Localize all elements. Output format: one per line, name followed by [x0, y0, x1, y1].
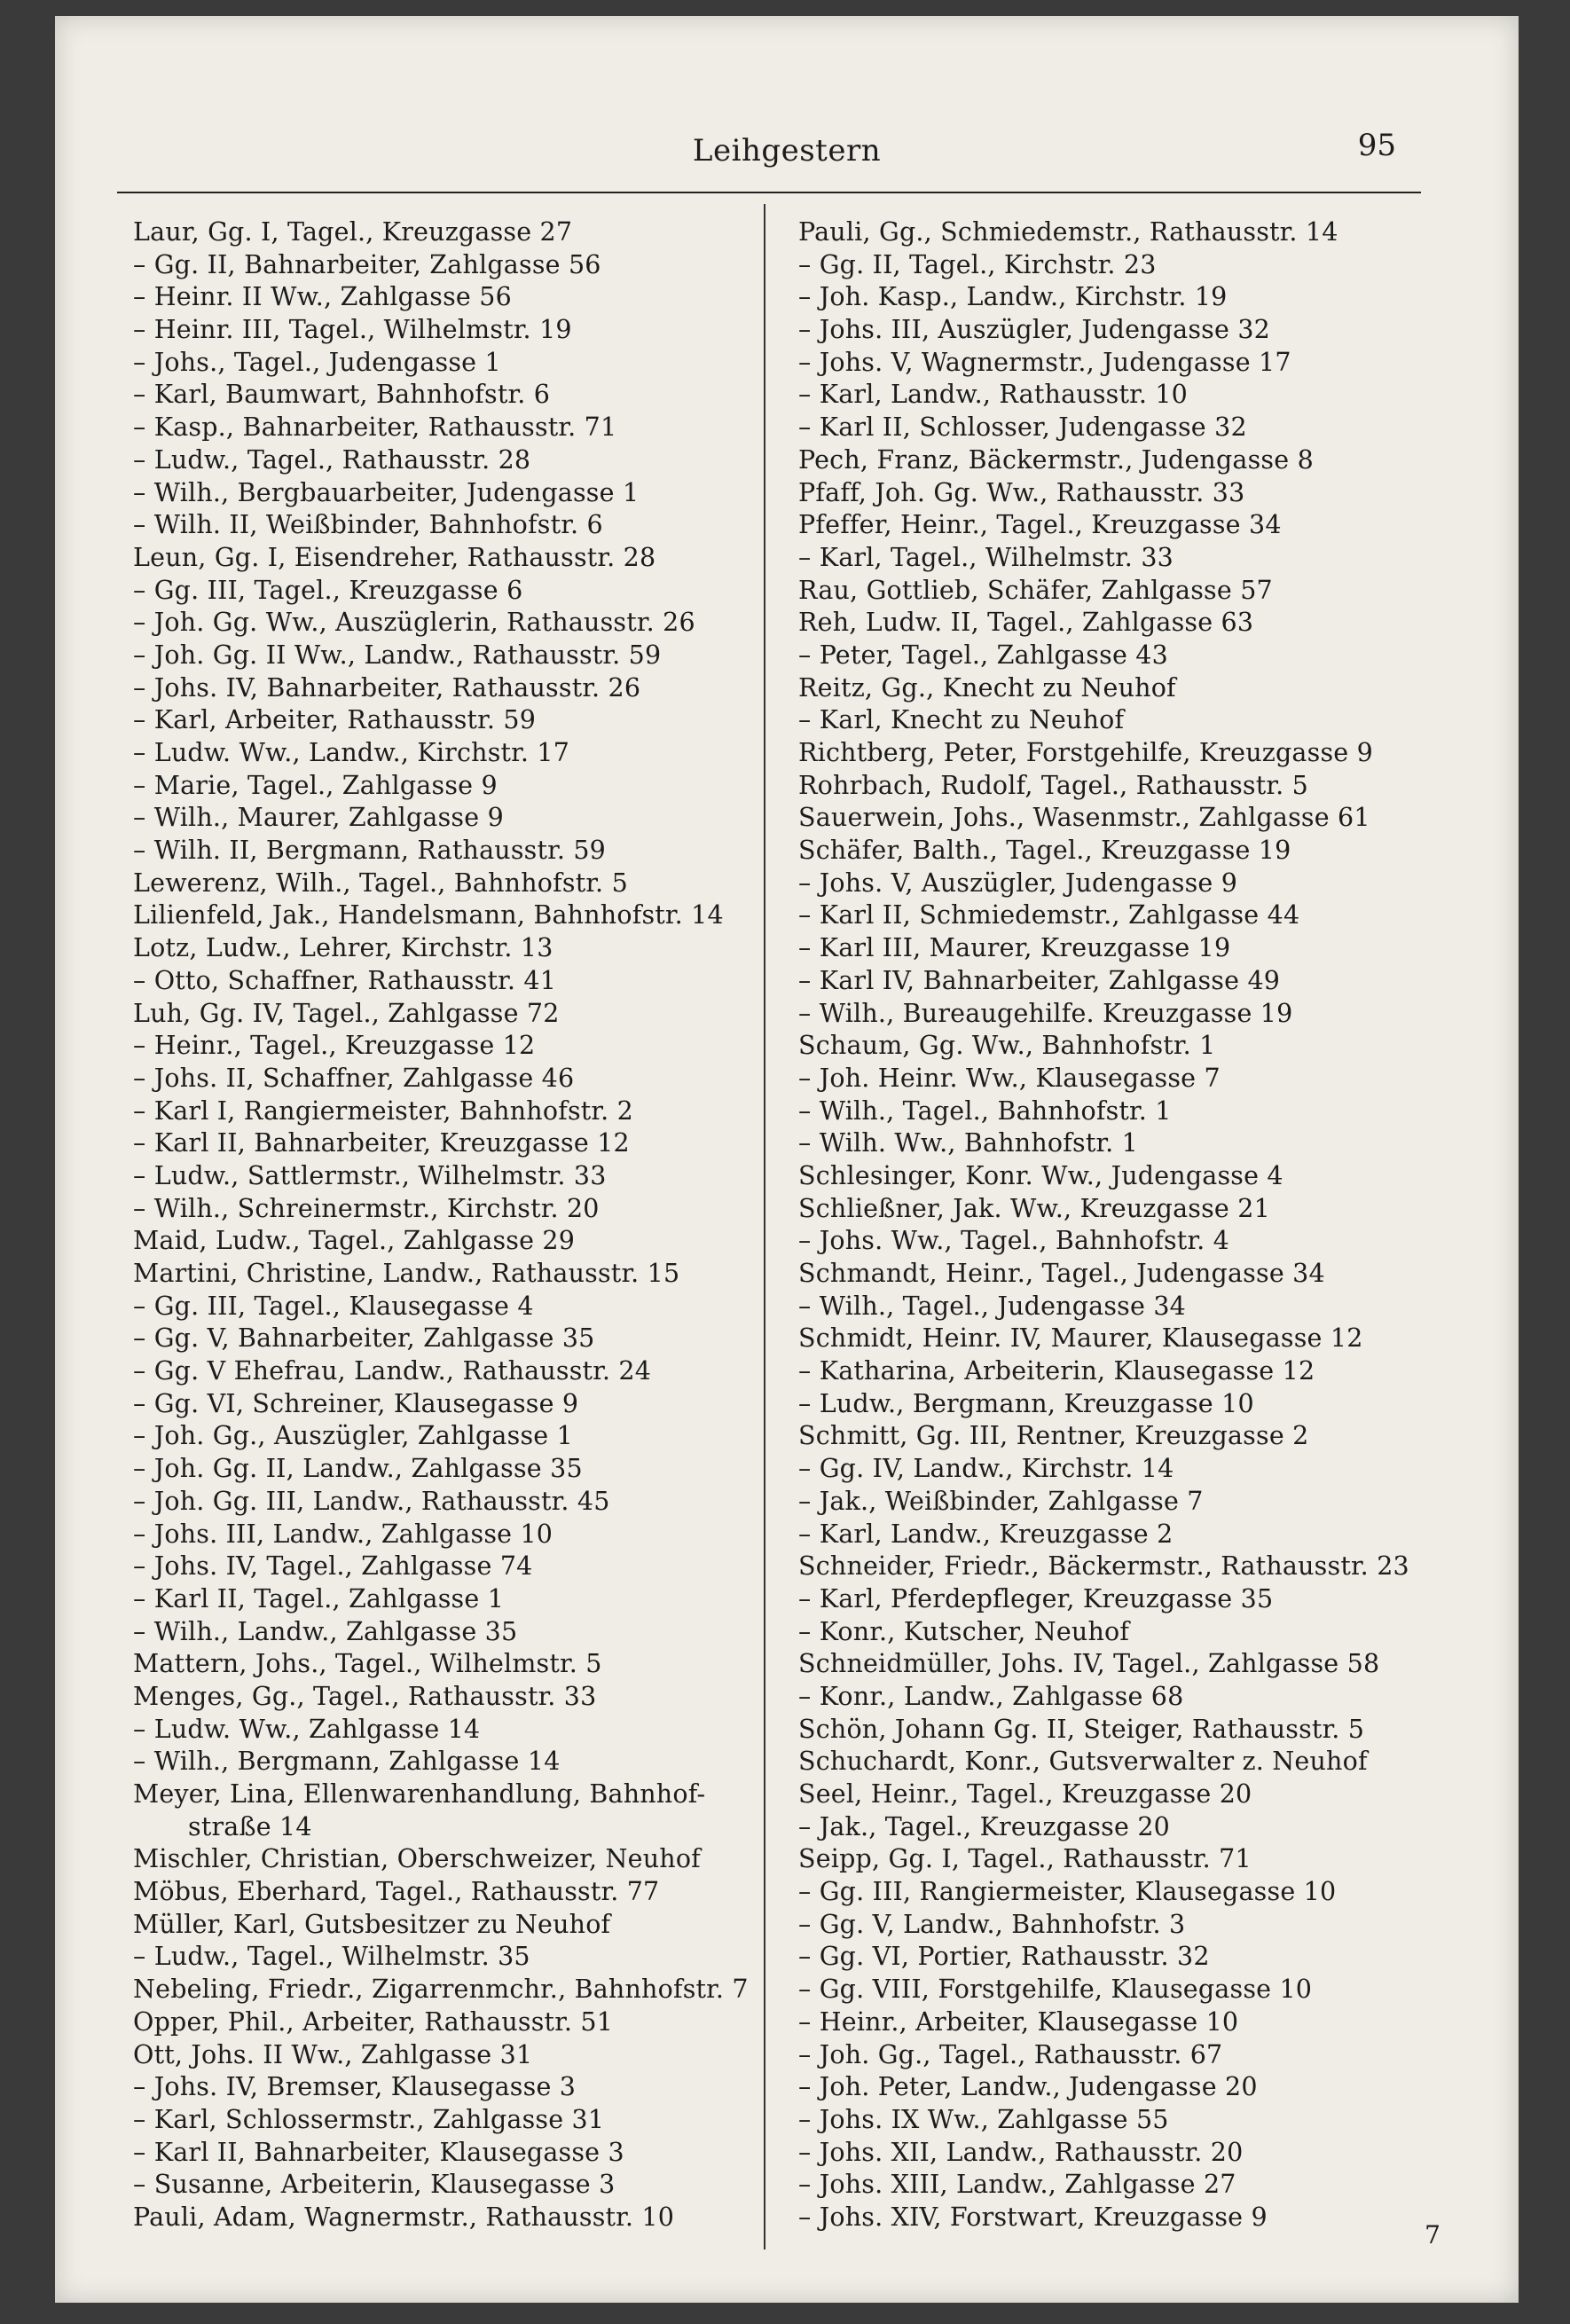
- directory-entry: – Wilh., Landw., Zahlgasse 35: [133, 1616, 518, 1646]
- directory-page: [55, 16, 1519, 2303]
- directory-entry: Schließner, Jak. Ww., Kreuzgasse 21: [798, 1193, 1270, 1223]
- directory-entry: Schmidt, Heinr. IV, Maurer, Klausegasse 12: [798, 1323, 1363, 1354]
- directory-entry: – Peter, Tagel., Zahlgasse 43: [798, 640, 1168, 670]
- directory-entry: Pauli, Adam, Wagnermstr., Rathausstr. 10: [133, 2202, 675, 2232]
- directory-entry: Opper, Phil., Arbeiter, Rathausstr. 51: [133, 2006, 614, 2037]
- directory-entry: Maid, Ludw., Tagel., Zahlgasse 29: [133, 1226, 576, 1256]
- directory-entry: – Karl IV, Bahnarbeiter, Zahlgasse 49: [798, 965, 1281, 995]
- directory-entry: Schmitt, Gg. III, Rentner, Kreuzgasse 2: [798, 1421, 1309, 1451]
- directory-entry: – Karl III, Maurer, Kreuzgasse 19: [798, 933, 1231, 963]
- directory-entry: – Heinr. III, Tagel., Wilhelmstr. 19: [133, 315, 572, 345]
- directory-entry: – Wilh., Maurer, Zahlgasse 9: [133, 803, 504, 833]
- directory-entry: – Johs. IX Ww., Zahlgasse 55: [798, 2104, 1169, 2134]
- directory-entry: – Johs., Tagel., Judengasse 1: [133, 347, 501, 377]
- directory-entry: Laur, Gg. I, Tagel., Kreuzgasse 27: [133, 217, 573, 247]
- directory-entry: – Heinr. II Ww., Zahlgasse 56: [133, 282, 512, 312]
- directory-entry: Schäfer, Balth., Tagel., Kreuzgasse 19: [798, 836, 1291, 866]
- directory-entry: – Karl II, Schmiedemstr., Zahlgasse 44: [798, 900, 1300, 930]
- directory-entry: – Gg. V, Landw., Bahnhofstr. 3: [798, 1909, 1186, 1939]
- directory-entry: Schön, Johann Gg. II, Steiger, Rathausstr. 5: [798, 1714, 1365, 1744]
- directory-entry: – Joh. Gg. II, Landw., Zahlgasse 35: [133, 1454, 583, 1484]
- directory-entry: Reh, Ludw. II, Tagel., Zahlgasse 63: [798, 608, 1254, 638]
- directory-entry: – Johs. IV, Tagel., Zahlgasse 74: [133, 1551, 533, 1582]
- directory-entry: – Wilh., Schreinermstr., Kirchstr. 20: [133, 1193, 600, 1223]
- directory-entry: – Johs. IV, Bremser, Klausegasse 3: [133, 2072, 577, 2102]
- directory-entry: Luh, Gg. IV, Tagel., Zahlgasse 72: [133, 998, 560, 1028]
- directory-entry: – Gg. III, Tagel., Kreuzgasse 6: [133, 575, 523, 605]
- page-title: Leihgestern: [692, 133, 882, 169]
- directory-entry: Schaum, Gg. Ww., Bahnhofstr. 1: [798, 1031, 1216, 1061]
- directory-entry: – Joh. Heinr. Ww., Klausegasse 7: [798, 1063, 1221, 1093]
- directory-entry: – Gg. V, Bahnarbeiter, Zahlgasse 35: [133, 1323, 595, 1354]
- directory-entry: – Johs. XIV, Forstwart, Kreuzgasse 9: [798, 2202, 1268, 2232]
- directory-entry: Mattern, Johs., Tagel., Wilhelmstr. 5: [133, 1649, 602, 1679]
- directory-entry: Schlesinger, Konr. Ww., Judengasse 4: [798, 1160, 1283, 1190]
- directory-entry: – Gg. VIII, Forstgehilfe, Klausegasse 10: [798, 1975, 1313, 2005]
- directory-entry: – Johs. XII, Landw., Rathausstr. 20: [798, 2137, 1244, 2167]
- directory-entry: – Karl II, Bahnarbeiter, Klausegasse 3: [133, 2137, 624, 2167]
- directory-entry: Schuchardt, Konr., Gutsverwalter z. Neuhof: [798, 1747, 1368, 1777]
- directory-entry: – Joh. Gg., Auszügler, Zahlgasse 1: [133, 1421, 573, 1451]
- directory-entry: Meyer, Lina, Ellenwarenhandlung, Bahnhof-: [133, 1779, 706, 1809]
- directory-entry: Ott, Johs. II Ww., Zahlgasse 31: [133, 2039, 533, 2069]
- directory-entry: – Karl I, Rangiermeister, Bahnhofstr. 2: [133, 1095, 633, 1126]
- directory-entry: Müller, Karl, Gutsbesitzer zu Neuhof: [133, 1909, 611, 1939]
- directory-entry: – Wilh. Ww., Bahnhofstr. 1: [798, 1128, 1139, 1158]
- directory-entry: Seel, Heinr., Tagel., Kreuzgasse 20: [798, 1779, 1252, 1809]
- directory-entry: – Wilh. II, Bergmann, Rathausstr. 59: [133, 836, 607, 866]
- directory-entry: – Gg. III, Tagel., Klausegasse 4: [133, 1291, 534, 1321]
- directory-entry: – Karl, Arbeiter, Rathausstr. 59: [133, 705, 537, 735]
- directory-entry: – Ludw., Tagel., Wilhelmstr. 35: [133, 1942, 530, 1972]
- directory-entry: Schneidmüller, Johs. IV, Tagel., Zahlgasse 58: [798, 1649, 1380, 1679]
- directory-entry: straße 14: [188, 1811, 312, 1841]
- directory-entry: Reitz, Gg., Knecht zu Neuhof: [798, 672, 1176, 703]
- directory-entry: – Kasp., Bahnarbeiter, Rathausstr. 71: [133, 412, 617, 443]
- directory-entry: – Ludw. Ww., Zahlgasse 14: [133, 1714, 481, 1744]
- directory-entry: – Johs. Ww., Tagel., Bahnhofstr. 4: [798, 1226, 1229, 1256]
- directory-entry: – Gg. II, Bahnarbeiter, Zahlgasse 56: [133, 249, 601, 279]
- directory-entry: – Wilh., Tagel., Bahnhofstr. 1: [798, 1095, 1172, 1126]
- directory-entry: – Ludw. Ww., Landw., Kirchstr. 17: [133, 738, 570, 767]
- directory-entry: – Gg. IV, Landw., Kirchstr. 14: [798, 1454, 1174, 1484]
- directory-entry: – Johs. V, Auszügler, Judengasse 9: [798, 868, 1238, 898]
- directory-entry: – Johs. XIII, Landw., Zahlgasse 27: [798, 2170, 1236, 2200]
- directory-entry: – Karl, Pferdepfleger, Kreuzgasse 35: [798, 1583, 1274, 1613]
- directory-entry: – Otto, Schaffner, Rathausstr. 41: [133, 965, 557, 995]
- directory-entry: – Karl, Schlossermstr., Zahlgasse 31: [133, 2104, 605, 2134]
- right-column: [798, 216, 1455, 2234]
- directory-entry: Pfeffer, Heinr., Tagel., Kreuzgasse 34: [798, 510, 1282, 540]
- directory-entry: – Ludw., Tagel., Rathausstr. 28: [133, 444, 531, 475]
- directory-entry: Pauli, Gg., Schmiedemstr., Rathausstr. 14: [798, 217, 1338, 247]
- directory-entry: – Gg. VI, Portier, Rathausstr. 32: [798, 1942, 1210, 1972]
- directory-entry: – Wilh., Tagel., Judengasse 34: [798, 1291, 1186, 1321]
- directory-entry: Menges, Gg., Tagel., Rathausstr. 33: [133, 1681, 597, 1711]
- directory-entry: – Karl II, Bahnarbeiter, Kreuzgasse 12: [133, 1128, 630, 1158]
- directory-entry: – Joh. Gg. III, Landw., Rathausstr. 45: [133, 1486, 610, 1516]
- directory-entry: Leun, Gg. I, Eisendreher, Rathausstr. 28: [133, 542, 656, 572]
- directory-entry: – Jak., Tagel., Kreuzgasse 20: [798, 1811, 1170, 1841]
- directory-entry: – Gg. V Ehefrau, Landw., Rathausstr. 24: [133, 1356, 652, 1386]
- directory-entry: Mischler, Christian, Oberschweizer, Neuhof: [133, 1844, 701, 1874]
- directory-entry: Rau, Gottlieb, Schäfer, Zahlgasse 57: [798, 575, 1273, 605]
- directory-entry: Nebeling, Friedr., Zigarrenmchr., Bahnhofstr. 7: [133, 1975, 749, 2005]
- directory-entry: – Joh. Peter, Landw., Judengasse 20: [798, 2072, 1258, 2102]
- directory-entry: – Gg. III, Rangiermeister, Klausegasse 10: [798, 1877, 1337, 1907]
- directory-entry: – Johs. V, Wagnermstr., Judengasse 17: [798, 347, 1291, 377]
- directory-entry: – Karl, Landw., Rathausstr. 10: [798, 380, 1188, 410]
- directory-entry: – Konr., Landw., Zahlgasse 68: [798, 1681, 1184, 1711]
- directory-entry: – Gg. II, Tagel., Kirchstr. 23: [798, 249, 1157, 279]
- directory-entry: Richtberg, Peter, Forstgehilfe, Kreuzgasse 9: [798, 738, 1373, 767]
- directory-entry: – Johs. II, Schaffner, Zahlgasse 46: [133, 1063, 575, 1093]
- directory-entry: Schneider, Friedr., Bäckermstr., Rathausstr. 23: [798, 1551, 1409, 1582]
- directory-entry: – Jak., Weißbinder, Zahlgasse 7: [798, 1486, 1204, 1516]
- page-number: 95: [1357, 128, 1396, 163]
- directory-entry: Pfaff, Joh. Gg. Ww., Rathausstr. 33: [798, 477, 1245, 507]
- directory-entry: Lewerenz, Wilh., Tagel., Bahnhofstr. 5: [133, 868, 628, 898]
- header-rule: [117, 192, 1421, 193]
- directory-entry: Sauerwein, Johs., Wasenmstr., Zahlgasse 61: [798, 803, 1370, 833]
- directory-entry: Lilienfeld, Jak., Handelsmann, Bahnhofstr. 14: [133, 900, 724, 930]
- directory-entry: Lotz, Ludw., Lehrer, Kirchstr. 13: [133, 933, 553, 963]
- directory-entry: – Wilh., Bergbauarbeiter, Judengasse 1: [133, 477, 640, 507]
- directory-entry: – Johs. IV, Bahnarbeiter, Rathausstr. 26: [133, 672, 641, 703]
- directory-entry: – Susanne, Arbeiterin, Klausegasse 3: [133, 2170, 616, 2200]
- directory-entry: – Karl II, Tagel., Zahlgasse 1: [133, 1583, 505, 1613]
- left-column: [133, 216, 772, 2234]
- directory-entry: Martini, Christine, Landw., Rathausstr. 15: [133, 1259, 680, 1288]
- directory-entry: – Karl, Knecht zu Neuhof: [798, 705, 1125, 735]
- directory-entry: – Katharina, Arbeiterin, Klausegasse 12: [798, 1356, 1315, 1386]
- directory-entry: Pech, Franz, Bäckermstr., Judengasse 8: [798, 444, 1314, 475]
- directory-entry: Seipp, Gg. I, Tagel., Rathausstr. 71: [798, 1844, 1252, 1874]
- directory-entry: – Marie, Tagel., Zahlgasse 9: [133, 770, 498, 800]
- directory-entry: – Karl, Baumwart, Bahnhofstr. 6: [133, 380, 551, 410]
- directory-entry: – Joh. Kasp., Landw., Kirchstr. 19: [798, 282, 1228, 312]
- directory-entry: – Karl, Tagel., Wilhelmstr. 33: [798, 542, 1174, 572]
- directory-entry: – Heinr., Tagel., Kreuzgasse 12: [133, 1031, 536, 1061]
- directory-entry: – Ludw., Bergmann, Kreuzgasse 10: [798, 1388, 1254, 1418]
- directory-entry: – Karl, Landw., Kreuzgasse 2: [798, 1519, 1174, 1549]
- directory-entry: – Heinr., Arbeiter, Klausegasse 10: [798, 2006, 1239, 2037]
- directory-entry: – Joh. Gg., Tagel., Rathausstr. 67: [798, 2039, 1223, 2069]
- directory-entry: – Gg. VI, Schreiner, Klausegasse 9: [133, 1388, 579, 1418]
- directory-entry: – Joh. Gg. Ww., Auszüglerin, Rathausstr. 26: [133, 608, 695, 638]
- signature-mark: 7: [1425, 2220, 1440, 2249]
- directory-entry: Schmandt, Heinr., Tagel., Judengasse 34: [798, 1259, 1325, 1288]
- directory-entry: – Karl II, Schlosser, Judengasse 32: [798, 412, 1247, 443]
- directory-entry: – Joh. Gg. II Ww., Landw., Rathausstr. 59: [133, 640, 662, 670]
- directory-entry: – Wilh., Bergmann, Zahlgasse 14: [133, 1747, 561, 1777]
- directory-entry: – Konr., Kutscher, Neuhof: [798, 1616, 1130, 1646]
- directory-entry: – Johs. III, Auszügler, Judengasse 32: [798, 315, 1270, 345]
- directory-entry: – Wilh. II, Weißbinder, Bahnhofstr. 6: [133, 510, 603, 540]
- directory-entry: – Johs. III, Landw., Zahlgasse 10: [133, 1519, 553, 1549]
- directory-entry: Möbus, Eberhard, Tagel., Rathausstr. 77: [133, 1877, 660, 1907]
- directory-entry: – Ludw., Sattlermstr., Wilhelmstr. 33: [133, 1160, 607, 1190]
- directory-entry: Rohrbach, Rudolf, Tagel., Rathausstr. 5: [798, 770, 1308, 800]
- directory-entry: – Wilh., Bureaugehilfe. Kreuzgasse 19: [798, 998, 1293, 1028]
